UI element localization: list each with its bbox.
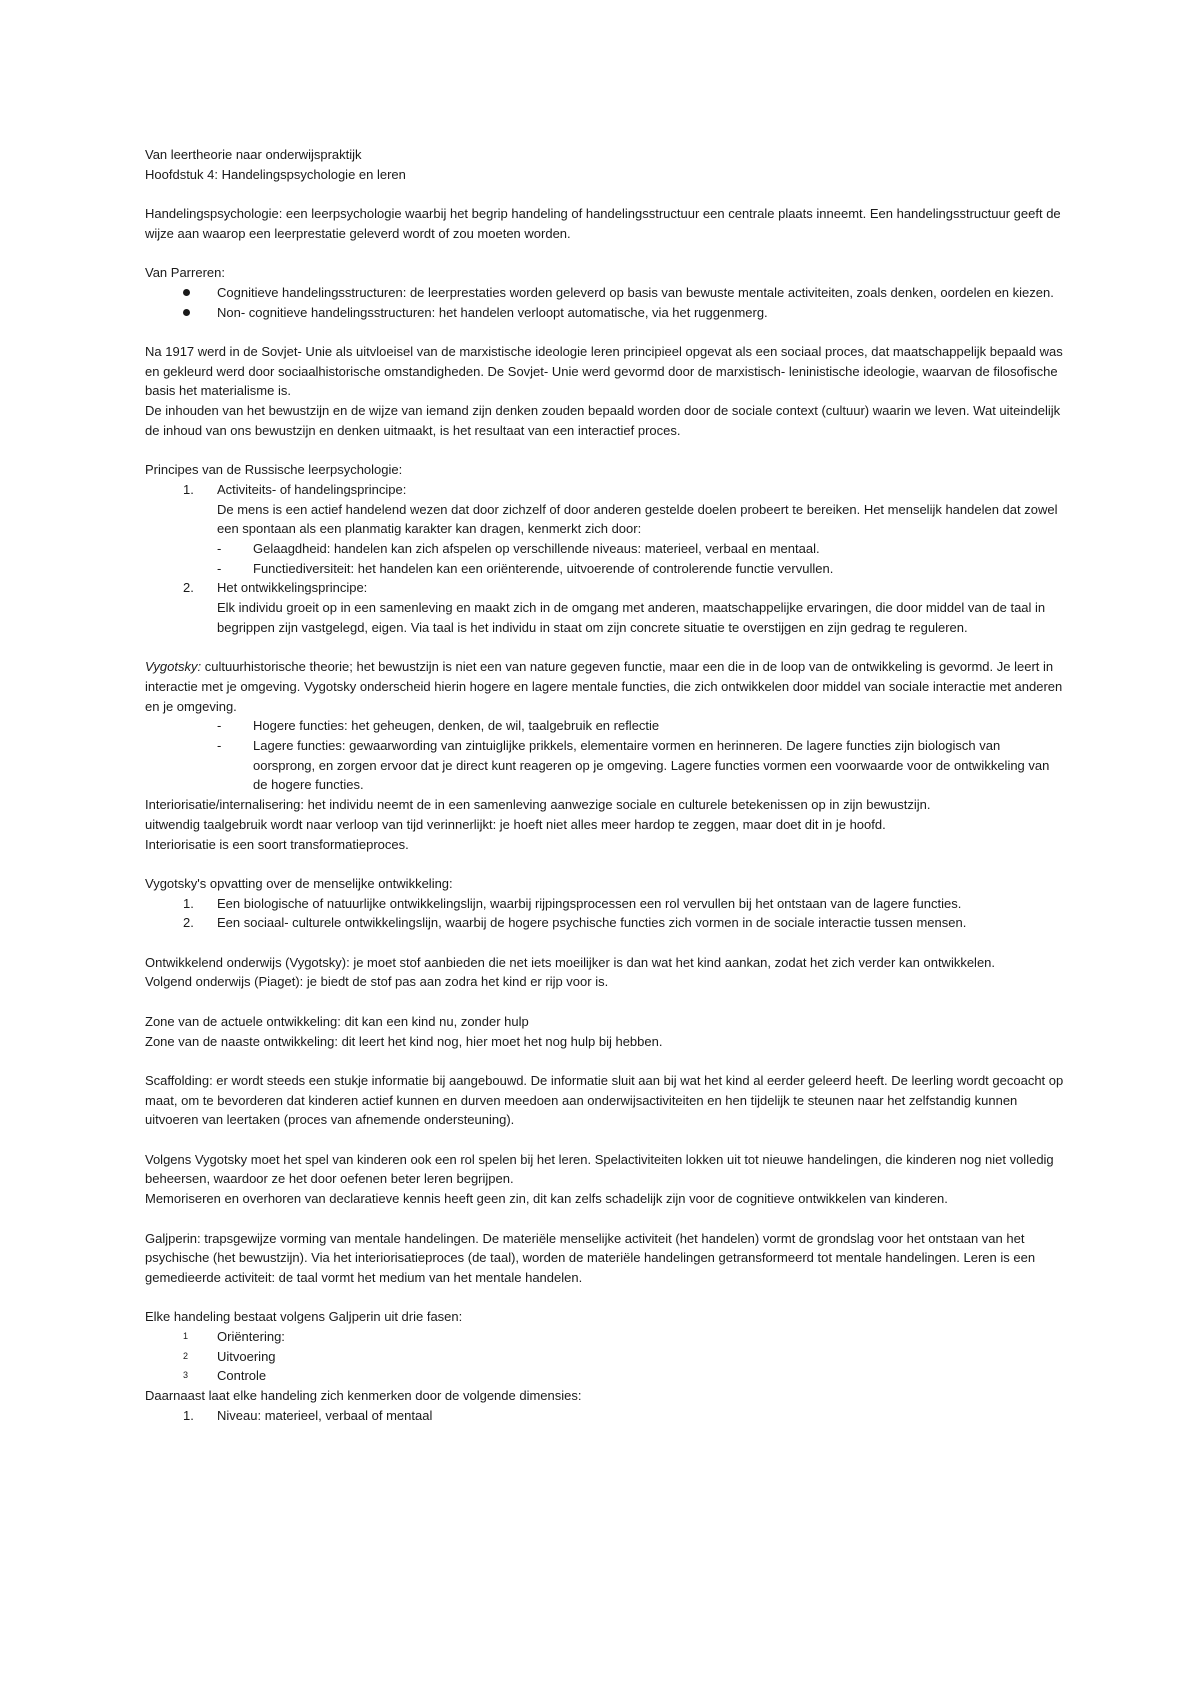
list-item: 1. Niveau: materieel, verbaal of mentaal: [145, 1406, 1065, 1426]
zone-actueel: Zone van de actuele ontwikkeling: dit kan een kind nu, zonder hulp: [145, 1013, 529, 1029]
dash-item: - Hogere functies: het geheugen, denken, de wil, taalgebruik en reflectie: [145, 716, 1065, 736]
principe-item: 2. Het ontwikkelingsprincipe:: [145, 578, 1065, 598]
sovjet-paragraph-2: De inhouden van het bewustzijn en de wijze van iemand zijn denken zouden bepaald worden door de sociale context (cultuur) waarin we leven. Wat uiteindelijk de inhoud van ons bewustzijn en denken uitmaakt, is het resultaat van een interactief proces.: [145, 403, 1061, 438]
sovjet-paragraph-1: Na 1917 werd in de Sovjet- Unie als uitvloeisel van de marxistische ideologie leren principieel opgevat als een sociaal proces, dat maatschappelijk bepaald was en gekleurd werd door sociaalhistorische omstandigheden. De Sovjet- Unie werd gevormd door de marxistisch- leninistische ideologie, waarvan de filosofische basis het materialisme is.: [145, 343, 1063, 399]
principe-text: De mens is een actief handelend wezen dat door zichzelf of door anderen gestelde doelen probeert te bereiken. Het menselijk handelen dat zowel een spontaan als een planmatig karakter kan dragen, kenmerkt zich door:: [217, 501, 1058, 537]
interiorisatie-line: uitwendig taalgebruik wordt naar verloop van tijd verinnerlijkt: je hoeft niet alles meer hardop te zeggen, maar doet dit in je hoofd.: [145, 816, 886, 832]
memoriseren-paragraph: Memoriseren en overhoren van declaratieve kennis heeft geen zin, dit kan zelfs schadelijk zijn voor de cognitieve ontwikkelen van kinderen.: [145, 1191, 948, 1207]
list-marker: 1.: [183, 895, 194, 911]
chapter-title: Hoofdstuk 4: Handelingspsychologie en leren: [145, 166, 406, 182]
dimensies-heading: Daarnaast laat elke handeling zich kenmerken door de volgende dimensies:: [145, 1388, 582, 1404]
list-marker: 2: [183, 1350, 189, 1361]
zone-naaste: Zone van de naaste ontwikkeling: dit leert het kind nog, hier moet het nog hulp bij hebben.: [145, 1033, 663, 1049]
ontwikkelend-onderwijs: Ontwikkelend onderwijs (Vygotsky): je moet stof aanbieden die net iets moeilijker is dan wat het kind aankan, zodat het zich verder kan ontwikkelen.: [145, 954, 996, 970]
scaffolding-paragraph: Scaffolding: er wordt steeds een stukje informatie bij aangebouwd. De informatie sluit aan bij wat het kind al eerder geleerd heeft. De leerling wordt gecoacht op maat, om te bevorderen dat kinderen actief kunnen en durven meedoen aan onderwijsactiviteiten en hen tijdelijk te steunen naar het zelfstandig kunnen uitvoeren van leertaken (proces van afnemende ondersteuning).: [145, 1072, 1064, 1128]
principe-item: 1. Activiteits- of handelingsprincipe:: [145, 480, 1065, 500]
bullet-item: Cognitieve handelingsstructuren: de leerprestaties worden geleverd op basis van bewuste mentale activiteiten, zoals denken, oordelen en kiezen.: [145, 283, 1065, 303]
dash-marker: -: [217, 560, 222, 576]
opvatting-heading: Vygotsky's opvatting over de menselijke ontwikkeling:: [145, 875, 453, 891]
list-item: 3 Controle: [145, 1366, 1065, 1386]
dash-marker: -: [217, 541, 222, 556]
list-marker: 1: [183, 1331, 189, 1341]
bullet-icon: [183, 289, 190, 296]
intro-paragraph: Handelingspsychologie: een leerpsychologie waarbij het begrip handeling of handelingsstructuur een centrale plaats inneemt. Een handelingsstructuur geeft de wijze aan waarop een leerprestatie geleverd wordt of zou moeten worden.: [145, 206, 1061, 241]
dash-item: - Lagere functies: gewaarwording van zintuiglijke prikkels, elementaire vormen en herinneren. De lagere functies zijn biologisch van oorsprong, en zorgen ervoor dat je direct kunt reageren op je omgeving. Lagere functies vormen een voorwaarde voor de ontwikkeling van de hogere functies.: [217, 738, 1050, 793]
vygotsky-paragraph: Vygotsky: cultuurhistorische theorie; het bewustzijn is niet een van nature gegeven functie, maar een die in de loop van de ontwikkeling is gevormd. Je leert in interactie met je omgeving. Vygotsky onderscheid hierin hogere en lagere mentale functies, die zich ontwikkelen door middel van sociale interactie met anderen en je omgeving.: [145, 659, 1063, 714]
list-item: 2 Uitvoering: [145, 1347, 1065, 1367]
vygotsky-label: Vygotsky:: [145, 659, 202, 675]
list-item: 2. Een sociaal- culturele ontwikkelingslijn, waarbij de hogere psychische functies zich vormen in de sociale interactie tussen mensen.: [145, 913, 1065, 933]
principe-text: Elk individu groeit op in een samenleving en maakt zich in de omgang met anderen, maatschappelijke ervaringen, die door middel van de taal in begrippen zijn vastgelegd, eigen. Via taal is het individu in staat om zijn concrete situatie te overstijgen en zijn gedrag te reguleren.: [217, 600, 1046, 635]
bullet-icon: [183, 309, 190, 316]
dash-marker: -: [217, 718, 222, 734]
galjperin-paragraph: Galjperin: trapsgewijze vorming van mentale handelingen. De materiële menselijke activiteit (het handelen) vormt de grondslag voor het ontstaan van het psychische (het bewustzijn). Via het interiorisatieproces (de taal), worden de materiële handelingen getransformeerd tot mentale handelingen. Leren is een gemedieerde activiteit: de taal vormt het medium van het mentale handelen.: [145, 1230, 1036, 1285]
dash-marker: -: [217, 738, 222, 754]
fasen-heading: Elke handeling bestaat volgens Galjperin uit drie fasen:: [145, 1309, 463, 1325]
dash-item: - Functiediversiteit: het handelen kan een oriënterende, uitvoerende of controlerende functie vervullen.: [145, 559, 1065, 579]
list-marker: 3: [183, 1370, 189, 1381]
list-marker: 1.: [183, 1407, 194, 1423]
interiorisatie-line: Interiorisatie is een soort transformatieproces.: [145, 836, 409, 852]
dash-item: - Gelaagdheid: handelen kan zich afspelen op verschillende niveaus: materieel, verbaal en mentaal.: [145, 539, 1065, 559]
list-item: 1. Een biologische of natuurlijke ontwikkelingslijn, waarbij rijpingsprocessen een rol vervullen bij het ontstaan van de lagere functies.: [145, 894, 1065, 914]
list-item: 1 Oriëntering:: [145, 1327, 1065, 1347]
spel-paragraph: Volgens Vygotsky moet het spel van kinderen ook een rol spelen bij het leren. Spelactiviteiten lokken uit tot nieuwe handelingen, die kinderen nog niet volledig beheersen, waardoor ze het door oefenen beter leren begrijpen.: [145, 1151, 1054, 1187]
document-title: Van leertheorie naar onderwijspraktijk: [145, 147, 362, 162]
list-marker: 2.: [183, 580, 194, 596]
volgend-onderwijs: Volgend onderwijs (Piaget): je biedt de stof pas aan zodra het kind er rijp voor is.: [145, 974, 609, 990]
principes-heading: Principes van de Russische leerpsychologie:: [145, 462, 403, 478]
list-marker: 1.: [183, 481, 194, 497]
interiorisatie-line: Interiorisatie/internalisering: het individu neemt de in een samenleving aanwezige sociale en culturele betekenissen op in zijn bewustzijn.: [145, 797, 931, 813]
parreren-heading: Van Parreren:: [145, 265, 225, 281]
list-marker: 2.: [183, 915, 194, 931]
bullet-item: Non- cognitieve handelingsstructuren: het handelen verloopt automatische, via het ruggenmerg.: [145, 303, 1065, 323]
document-body: [145, 145, 1065, 1426]
